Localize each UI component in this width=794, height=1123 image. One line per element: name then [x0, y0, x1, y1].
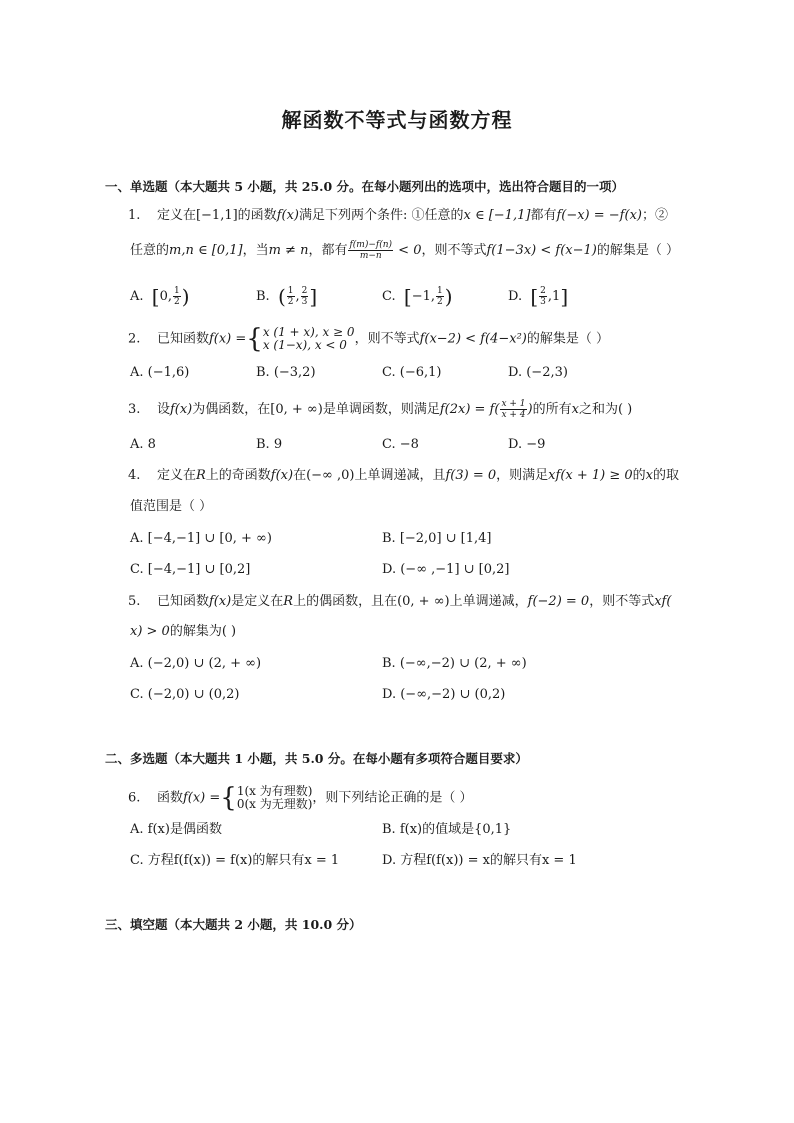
question-4-option-c[interactable]: C. [−4,−1] ∪ [0,2] [130, 562, 251, 577]
question-4-line-1: 4. 定义在R上的奇函数f(x)在(−∞ ,0)上单调递减，且f(3) = 0，则满足xf(x + 1) ≥ 0的x的取 [128, 468, 680, 483]
left-brace: { [246, 324, 263, 354]
question-4-line-2: 值范围是（ ） [130, 499, 213, 514]
question-5-line-2: x) > 0的解集为( ) [130, 624, 237, 639]
left-brace: { [220, 783, 237, 813]
question-4-option-b[interactable]: B. [−2,0] ∪ [1,4] [382, 531, 492, 546]
question-2-line-1: 2. 已知函数f(x) ={ x (1 + x), x ≥ 0 x (1−x), x < 0 ，则不等式f(x−2) < f(4−x²)的解集是（ ） [128, 324, 609, 354]
question-1-line-2: 任意的m,n ∈ [0,1]，当m ≠ n，都有 $\frac{f(m)-f(n)}{m-n}$ < 0，则不等式f(1−3x) < f(x−1)的解集是（ ） [130, 240, 679, 261]
piecewise-cases: x (1 + x), x ≥ 0 x (1−x), x < 0 [262, 325, 355, 352]
question-5-option-b[interactable]: B. (−∞,−2) ∪ (2, + ∞) [382, 656, 527, 671]
question-1-option-c[interactable]: C. [−1, $\frac{1}{2}$ ) [382, 284, 453, 309]
question-2-option-a[interactable]: A. (−1,6) [130, 365, 190, 380]
question-5-option-d[interactable]: D. (−∞,−2) ∪ (0,2) [382, 687, 506, 702]
question-1-option-b[interactable]: B. ( $\frac{1}{2}$ , $\frac{2}{3}$ ] [256, 284, 318, 309]
question-3-option-b[interactable]: B. 9 [256, 437, 283, 452]
question-6-line-1: 6. 函数f(x) ={ 1(x 为有理数) 0(x 为无理数) ，则下列结论正确的是（ ） [128, 783, 473, 813]
question-3-option-a[interactable]: A. 8 [130, 437, 156, 452]
document-title: 解函数不等式与函数方程 [281, 108, 513, 132]
question-3-line-1: 3. 设f(x)为偶函数，在[0, + ∞)是单调函数，则满足f(2x) = f( $\frac{x + 1}{x + 4}$ )的所有x之和为( ) [128, 399, 633, 420]
piecewise-cases: 1(x 为有理数) 0(x 为无理数) [236, 784, 313, 811]
question-5-option-c[interactable]: C. (−2,0) ∪ (0,2) [130, 687, 240, 702]
question-6-option-b[interactable]: B. f(x)的值域是{0,1} [382, 822, 512, 837]
question-2-option-b[interactable]: B. (−3,2) [256, 365, 316, 380]
question-4-option-d[interactable]: D. (−∞ ,−1] ∪ [0,2] [382, 562, 510, 577]
question-1-option-d[interactable]: D. [ $\frac{2}{3}$ ,1] [508, 284, 569, 309]
fraction: $\frac{f(m)-f(n)}{m-n}$ [349, 240, 393, 261]
question-6-option-c[interactable]: C. 方程f(f(x)) = f(x)的解只有x = 1 [130, 853, 340, 868]
fraction: $\frac{x + 1}{x + 4}$ [501, 399, 526, 420]
question-3-option-c[interactable]: C. −8 [382, 437, 419, 452]
section-heading-single-choice: 一、单选题（本大题共 5 小题，共 25.0 分。在每小题列出的选项中，选出符合题目的一项） [105, 179, 625, 194]
question-5-line-1: 5. 已知函数f(x)是定义在R上的偶函数，且在(0, + ∞)上单调递减，f(−2) = 0，则不等式xf( [128, 594, 672, 609]
question-1-line-1: 1. 定义在[−1,1]的函数f(x)满足下列两个条件: ①任意的x ∈ [−1,1]都有f(−x) = −f(x)；② [128, 208, 668, 223]
question-6-option-d[interactable]: D. 方程f(f(x)) = x的解只有x = 1 [382, 853, 577, 868]
question-6-option-a[interactable]: A. f(x)是偶函数 [130, 822, 222, 837]
question-1-option-a[interactable]: A. [0, $\frac{1}{2}$ ) [130, 284, 190, 309]
question-3-option-d[interactable]: D. −9 [508, 437, 546, 452]
question-5-option-a[interactable]: A. (−2,0) ∪ (2, + ∞) [130, 656, 262, 671]
question-2-option-d[interactable]: D. (−2,3) [508, 365, 568, 380]
section-heading-fill-in: 三、填空题（本大题共 2 小题，共 10.0 分） [105, 917, 362, 932]
question-2-option-c[interactable]: C. (−6,1) [382, 365, 442, 380]
question-4-option-a[interactable]: A. [−4,−1] ∪ [0, + ∞) [130, 531, 272, 546]
section-heading-multiple-choice: 二、多选题（本大题共 1 小题，共 5.0 分。在每小题有多项符合题目要求） [105, 751, 528, 766]
